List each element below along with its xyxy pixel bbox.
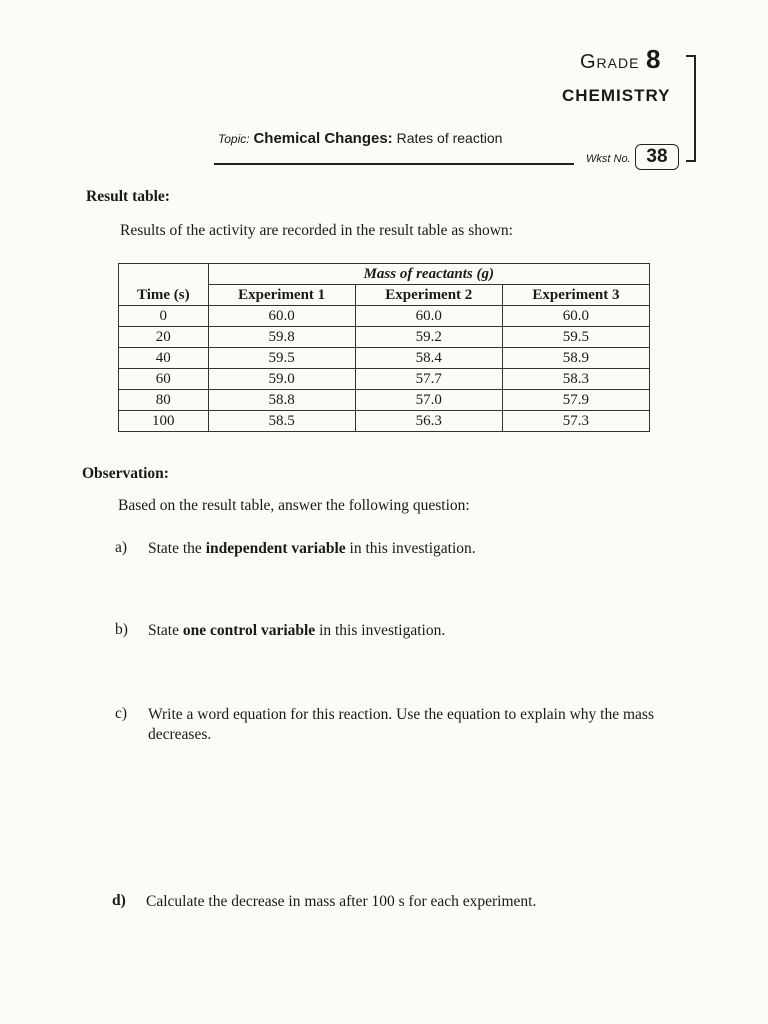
topic-main: Chemical Changes:	[253, 130, 393, 147]
topic-sub: Rates of reaction	[396, 130, 503, 146]
question-label: d)	[112, 892, 126, 909]
table-cell: 58.9	[502, 348, 649, 369]
table-cell: 59.2	[355, 327, 502, 348]
result-description: Results of the activity are recorded in the result table as shown:	[120, 222, 513, 239]
grade-label	[580, 44, 661, 75]
grade-number: 8	[646, 44, 662, 74]
table-cell: 100	[119, 411, 209, 432]
column-header-experiment-3: Experiment 3	[502, 285, 649, 306]
observation-title: Observation:	[82, 465, 169, 482]
table-cell: 58.3	[502, 369, 649, 390]
topic-label: Topic:	[218, 132, 250, 146]
table-row	[119, 306, 650, 327]
question-text-bold: one control variable	[182, 622, 316, 639]
table-cell: 56.3	[355, 411, 502, 432]
header-bracket-bottom	[686, 160, 696, 162]
table-cell: 60.0	[208, 306, 355, 327]
table-row	[119, 348, 650, 369]
table-cell: 58.5	[208, 411, 355, 432]
table-cell: 60	[119, 369, 209, 390]
table-cell: 60.0	[355, 306, 502, 327]
question-text	[148, 621, 693, 641]
worksheet-number: 38	[635, 144, 679, 170]
question-text-post: in this investigation.	[345, 540, 476, 557]
table-cell: 58.8	[208, 390, 355, 411]
table-cell: 0	[119, 306, 209, 327]
column-header-time: Time (s)	[119, 285, 209, 306]
table-cell: 60.0	[502, 306, 649, 327]
table-row	[119, 411, 650, 432]
question-text	[148, 539, 693, 559]
result-title: Result table:	[86, 188, 170, 205]
topic-line-text	[218, 130, 502, 147]
mass-of-reactants-header: Mass of reactants (g)	[208, 264, 649, 285]
table-cell: 80	[119, 390, 209, 411]
table-cell: 57.7	[355, 369, 502, 390]
table-group-header-row	[119, 264, 650, 285]
question-text-bold: independent variable	[205, 540, 346, 557]
question-label: a)	[115, 539, 128, 556]
result-table	[118, 263, 650, 432]
table-row	[119, 369, 650, 390]
table-cell: 57.9	[502, 390, 649, 411]
table-cell: 59.5	[208, 348, 355, 369]
column-header-experiment-2: Experiment 2	[355, 285, 502, 306]
subject-label: CHEMISTRY	[562, 86, 671, 105]
question-label: b)	[115, 621, 128, 638]
table-cell: 59.8	[208, 327, 355, 348]
observation-description: Based on the result table, answer the following question:	[118, 497, 470, 514]
header-bracket	[694, 55, 696, 162]
table-row	[119, 327, 650, 348]
table-cell: 40	[119, 348, 209, 369]
table-cell: 59.0	[208, 369, 355, 390]
worksheet-label: Wkst No.	[586, 153, 631, 165]
table-header-row	[119, 285, 650, 306]
grade-word: Grade	[580, 51, 640, 73]
question-label: c)	[115, 705, 128, 722]
question-text: Write a word equation for this reaction. Use the equation to explain why the mass decreases.	[148, 706, 654, 743]
question-text-pre: State the	[148, 540, 206, 557]
table-cell: 20	[119, 327, 209, 348]
question-text-pre: State	[148, 622, 183, 639]
topic-underline	[214, 163, 574, 165]
table-cell: 59.5	[502, 327, 649, 348]
column-header-experiment-1: Experiment 1	[208, 285, 355, 306]
question-text-post: in this investigation.	[315, 622, 446, 639]
table-cell: 58.4	[355, 348, 502, 369]
table-cell: 57.3	[502, 411, 649, 432]
question-text: Calculate the decrease in mass after 100 s for each experiment.	[146, 893, 537, 910]
table-row	[119, 390, 650, 411]
table-blank-cell	[119, 264, 209, 285]
table-cell: 57.0	[355, 390, 502, 411]
